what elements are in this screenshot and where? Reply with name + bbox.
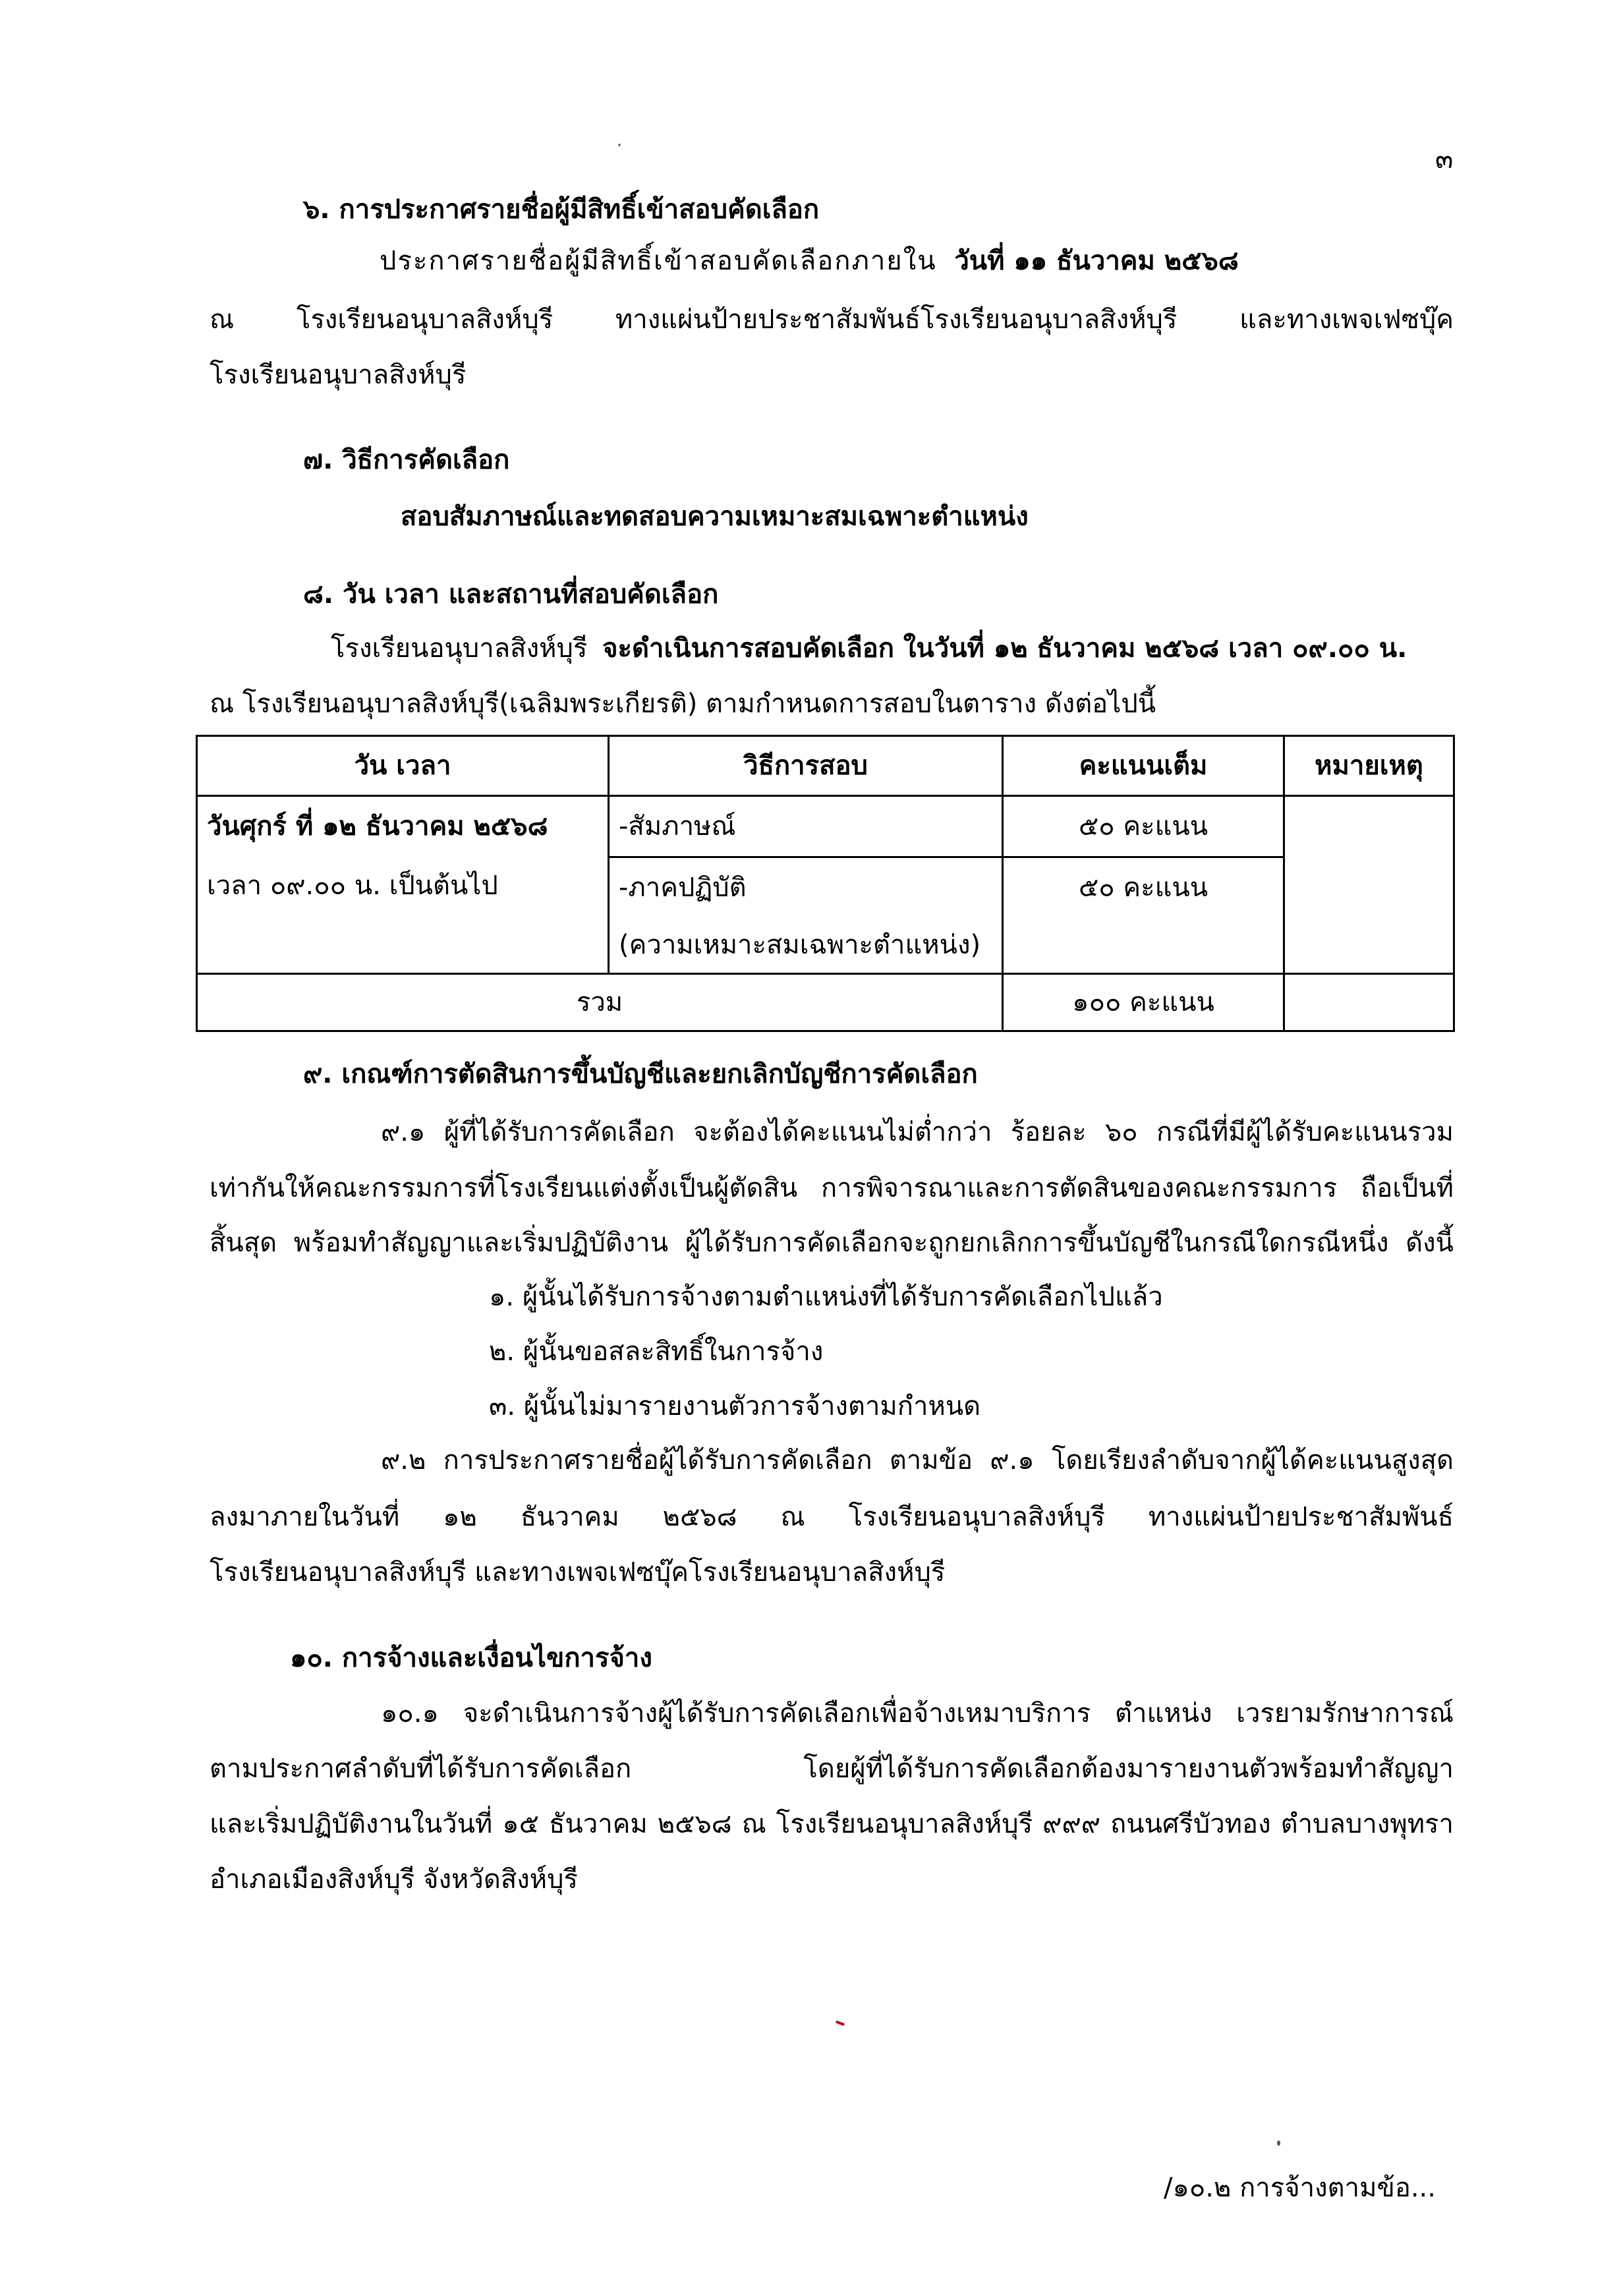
total-score: ๑๐๐ คะแนน: [1003, 974, 1284, 1031]
section-6-para-line-2: ณ โรงเรียนอนุบาลสิงห์บุรี ทางแผ่นป้ายประชาสัมพันธ์โรงเรียนอนุบาลสิงห์บุรี และทางเพจเฟซบุ๊ค: [210, 304, 1454, 335]
method-practical-sub: (ความเหมาะสมเฉพาะตำแหน่ง): [619, 930, 981, 960]
section-8-para-start: โรงเรียนอนุบาลสิงห์บุรี: [331, 633, 588, 664]
section-8-para-line-1: [331, 635, 1407, 662]
scan-speck: [1277, 2140, 1280, 2146]
section-6-para-start: ประกาศรายชื่อผู้มีสิทธิ์เข้าสอบคัดเลือกภายใน: [380, 246, 937, 276]
section-9-item-1: ๑. ผู้นั้นได้รับการจ้างตามตำแหน่งที่ได้รับการคัดเลือกไปแล้ว: [489, 1282, 1163, 1312]
exam-time: เวลา ๐๙.๐๐ น. เป็นต้นไป: [207, 871, 498, 901]
section-9-2-line-2: ลงมาภายในวันที่ ๑๒ ธันวาคม ๒๕๖๘ ณ โรงเรียนอนุบาลสิงห์บุรี ทางแผ่นป้ายประชาสัมพันธ์: [210, 1502, 1454, 1532]
method-cell: [609, 796, 1003, 857]
section-10-heading: ๑๐. การจ้างและเงื่อนไขการจ้าง: [290, 1643, 652, 1673]
section-9-1-line-3: สิ้นสุด พร้อมทำสัญญาและเริ่มปฏิบัติงาน ผู้ได้รับการคัดเลือกจะถูกยกเลิกการขึ้นบัญชีในกรณีใดกรณีหนึ่ง ดังนี้: [210, 1228, 1454, 1258]
section-6-para-line-1: [380, 248, 1239, 274]
section-9-heading: ๙. เกณฑ์การตัดสินการขึ้นบัญชีและยกเลิกบัญชีการคัดเลือก: [303, 1059, 978, 1089]
section-10-1-line-3: และเริ่มปฏิบัติงานในวันที่ ๑๕ ธันวาคม ๒๕๖๘ ณ โรงเรียนอนุบาลสิงห์บุรี ๙๙๙ ถนนศรีบัวทอง ตำบลบางพุทรา: [210, 1809, 1454, 1839]
section-6-heading: ๖. การประกาศรายชื่อผู้มีสิทธิ์เข้าสอบคัดเลือก: [303, 194, 820, 225]
method-practical: -ภาคปฏิบัติ: [619, 873, 747, 903]
score-cell: [1003, 796, 1284, 857]
section-8-para-line-2: ณ โรงเรียนอนุบาลสิงห์บุรี(เฉลิมพระเกียรติ) ตามกำหนดการสอบในตาราง ดังต่อไปนี้: [210, 689, 1156, 719]
section-6-para-line-3: โรงเรียนอนุบาลสิงห์บุรี: [210, 360, 467, 390]
remark-cell: [1284, 796, 1454, 974]
section-8-exam-date: จะดำเนินการสอบคัดเลือก ในวันที่ ๑๒ ธันวาคม ๒๕๖๘ เวลา ๐๙.๐๐ น.: [602, 633, 1407, 664]
exam-day: วันศุกร์ ที่ ๑๒ ธันวาคม ๒๕๖๘: [207, 811, 548, 842]
scan-speck: [836, 2021, 845, 2026]
score-cell: [1003, 857, 1284, 974]
header-datetime: วัน เวลา: [197, 736, 609, 796]
section-9-2-line-3: โรงเรียนอนุบาลสิงห์บุรี และทางเพจเฟซบุ๊คโรงเรียนอนุบาลสิงห์บุรี: [210, 1557, 946, 1588]
section-10-1-line-2: ตามประกาศลำดับที่ได้รับการคัดเลือก โดยผู้ที่ได้รับการคัดเลือกต้องมารายงานตัวพร้อมทำสัญญา: [210, 1754, 1454, 1784]
table-row: [197, 796, 1454, 857]
table-header-row: [197, 736, 1454, 796]
score-interview: ๕๐ คะแนน: [1078, 811, 1208, 842]
total-remark: [1284, 974, 1454, 1031]
section-6-announce-date: วันที่ ๑๑ ธันวาคม ๒๕๖๘: [954, 246, 1239, 276]
datetime-cell: [197, 796, 609, 974]
section-10-1-line-1: ๑๐.๑ จะดำเนินการจ้างผู้ได้รับการคัดเลือกเพื่อจ้างเหมาบริการ ตำแหน่ง เวรยามรักษาการณ์: [381, 1698, 1454, 1729]
section-7-method: สอบสัมภาษณ์และทดสอบความเหมาะสมเฉพาะตำแหน่ง: [401, 502, 1029, 532]
section-9-1-line-1: ๙.๑ ผู้ที่ได้รับการคัดเลือก จะต้องได้คะแนนไม่ต่ำกว่า ร้อยละ ๖๐ กรณีที่มีผู้ได้รับคะแนนรวม: [381, 1117, 1454, 1147]
section-9-1-line-2: เท่ากันให้คณะกรรมการที่โรงเรียนแต่งตั้งเป็นผู้ตัดสิน การพิจารณาและการตัดสินของคณะกรรมการ ถือเป็นที่: [210, 1173, 1454, 1203]
scan-speck: [618, 144, 621, 146]
header-remark: หมายเหตุ: [1284, 736, 1454, 796]
method-interview: -สัมภาษณ์: [619, 811, 736, 842]
method-cell: [609, 857, 1003, 974]
page-continuation: /๑๐.๒ การจ้างตามข้อ...: [1164, 2173, 1436, 2203]
total-label: รวม: [197, 974, 1003, 1031]
table-total-row: [197, 974, 1454, 1031]
section-9-2-line-1: ๙.๒ การประกาศรายชื่อผู้ได้รับการคัดเลือก ตามข้อ ๙.๑ โดยเรียงลำดับจากผู้ได้คะแนนสูงสุด: [381, 1445, 1454, 1476]
exam-schedule-table: [196, 735, 1455, 1032]
page-number: ๓: [1435, 144, 1454, 175]
section-9-item-3: ๓. ผู้นั้นไม่มารายงานตัวการจ้างตามกำหนด: [489, 1391, 981, 1421]
section-7-heading: ๗. วิธีการคัดเลือก: [303, 445, 510, 475]
header-full-score: คะแนนเต็ม: [1003, 736, 1284, 796]
section-9-item-2: ๒. ผู้นั้นขอสละสิทธิ์ในการจ้าง: [489, 1336, 824, 1367]
section-8-heading: ๘. วัน เวลา และสถานที่สอบคัดเลือก: [303, 579, 719, 610]
section-10-1-line-4: อำเภอเมืองสิงห์บุรี จังหวัดสิงห์บุรี: [210, 1864, 579, 1895]
score-practical: ๕๐ คะแนน: [1078, 873, 1208, 903]
header-method: วิธีการสอบ: [609, 736, 1003, 796]
